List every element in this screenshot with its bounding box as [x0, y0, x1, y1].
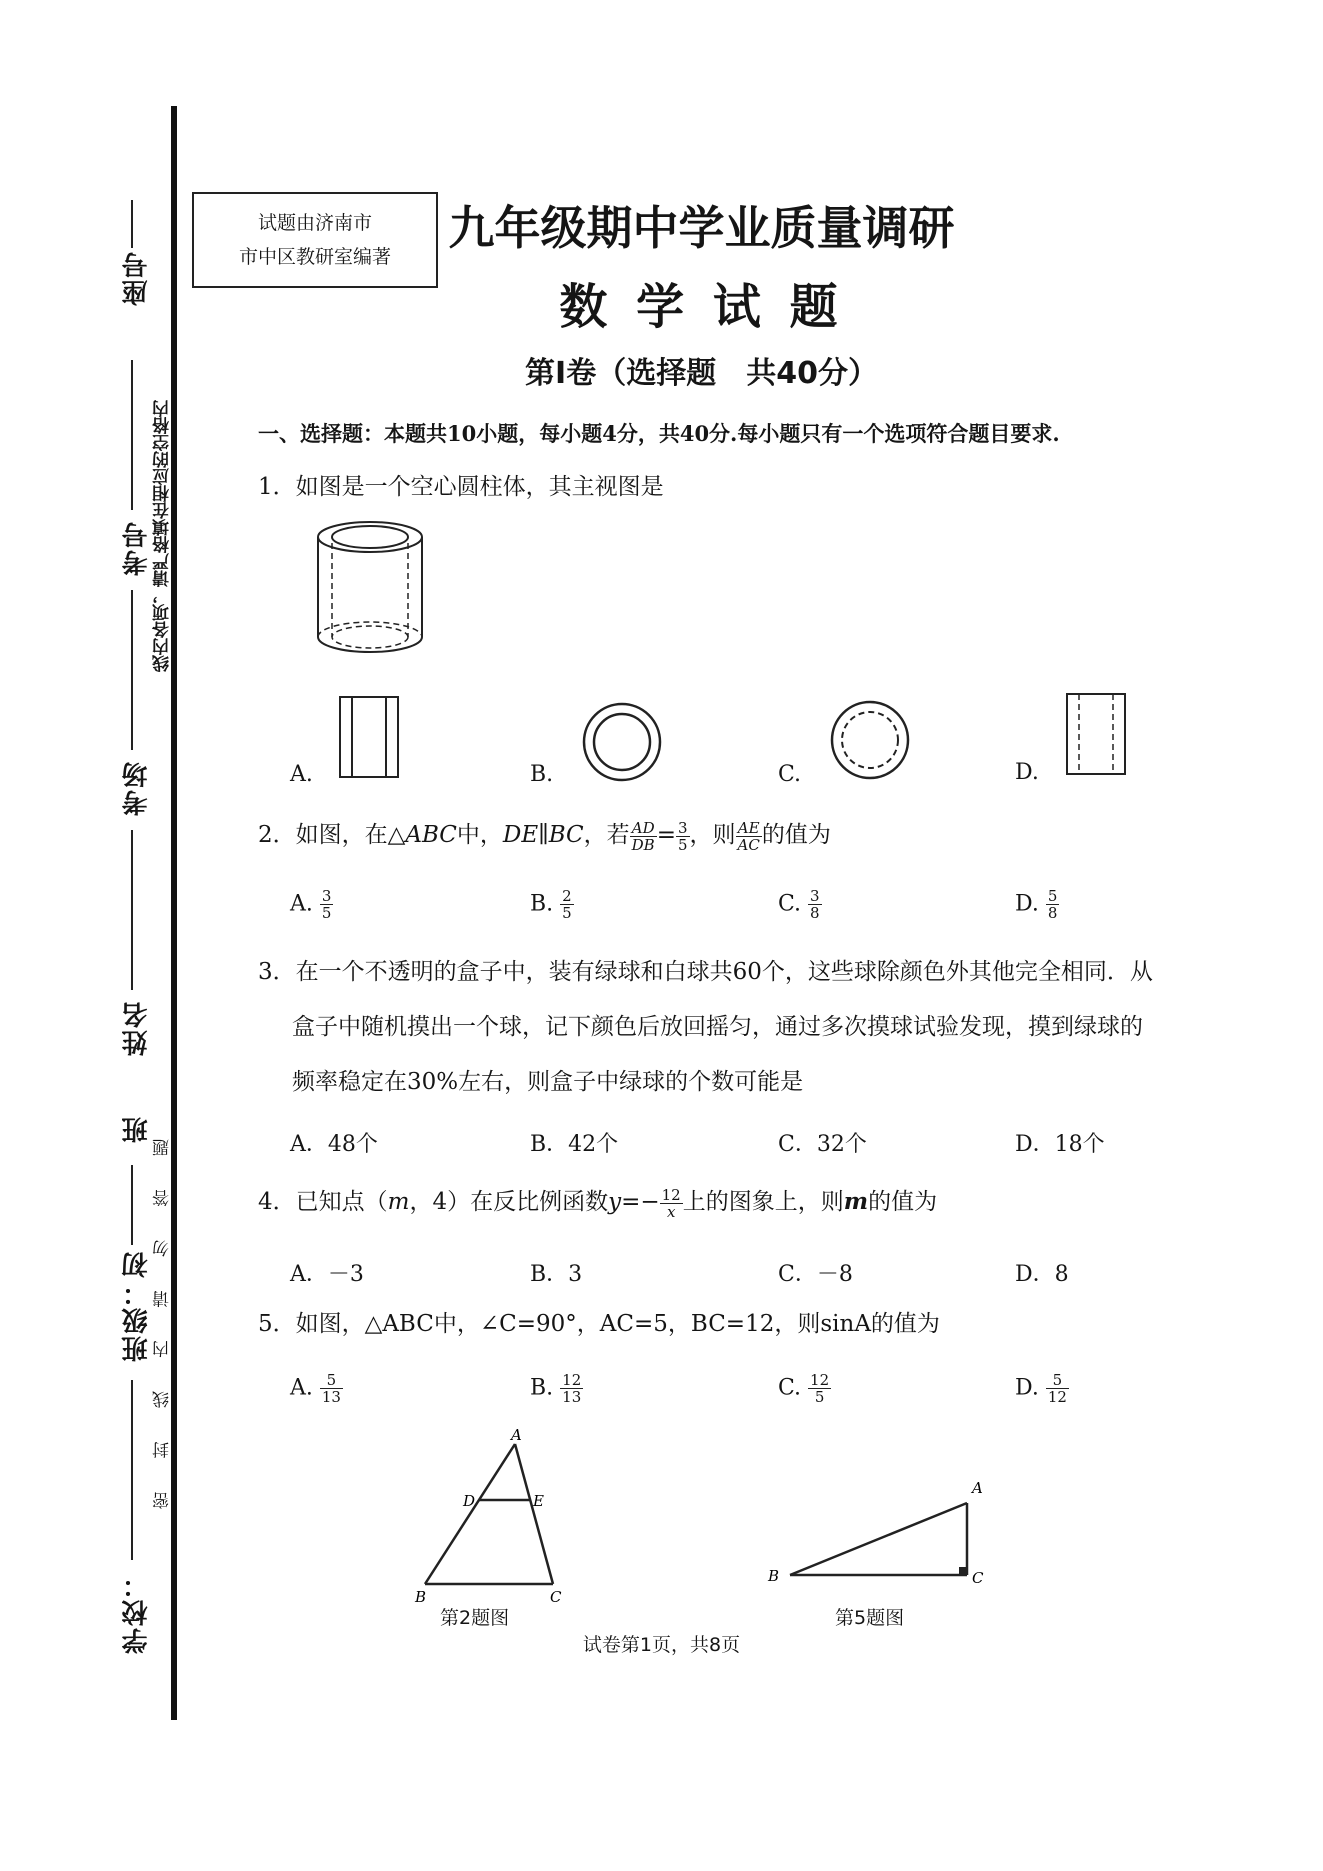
q2-suffix: 的值为 — [761, 822, 831, 848]
seal-text: 密 封 线 内 请 勿 答 题 — [153, 1125, 173, 1509]
q4-option-a[interactable]: A．－3 — [290, 1262, 364, 1287]
q4-suffix: 上的图象上，则 — [682, 1189, 844, 1215]
school-field[interactable] — [131, 1380, 133, 1560]
q1-stem: 1．如图是一个空心圆柱体，其主视图是 — [258, 474, 664, 500]
q1-option-c[interactable]: C. — [778, 762, 802, 787]
q5-c-den: 5 — [814, 1388, 825, 1406]
q3-option-d[interactable]: D．18个 — [1015, 1132, 1105, 1157]
notice-text: 线内各项，请严格填在相应的空格内 — [153, 400, 173, 672]
seat-label: 座号 — [122, 250, 152, 306]
q2-figure-caption: 第2题图 — [440, 1607, 510, 1629]
q2-value — [676, 820, 690, 853]
q4-y: y — [608, 1189, 622, 1215]
q2-a-den: 5 — [321, 904, 332, 922]
q1-option-d[interactable]: D. — [1015, 760, 1039, 785]
q5-figure — [760, 1475, 1000, 1595]
q2-fig-label-b: B — [415, 1588, 427, 1606]
q2-ask — [736, 820, 762, 853]
q1-option-d-figure — [1065, 692, 1127, 778]
subject-title: 数 学 试 题 — [559, 279, 844, 335]
q2-fig-label-d: D — [463, 1492, 476, 1510]
q2-debc: DE∥BC — [502, 822, 584, 848]
q4-eq: =− — [621, 1189, 660, 1215]
name-label: 姓名 — [122, 1000, 152, 1056]
q1-option-a[interactable]: A. — [290, 762, 313, 787]
q2-eq: = — [656, 822, 676, 848]
q2-stem — [258, 818, 831, 853]
q5-stem: 5．如图，△ABC中，∠C=90°，AC=5，BC=12，则sinA的值为 — [258, 1311, 940, 1337]
q3-option-b[interactable]: B．42个 — [530, 1132, 619, 1157]
q5-fig-label-b: B — [768, 1567, 780, 1585]
q2-figure — [405, 1428, 585, 1608]
q2-value-num: 3 — [678, 818, 688, 837]
q3-line2: 盒子中随机摸出一个球，记下颜色后放回摇匀，通过多次摸球试验发现，摸到绿球的 — [292, 1014, 1143, 1040]
name-field[interactable] — [131, 830, 133, 990]
q4-stem — [258, 1185, 937, 1220]
q2-ask-den: AC — [737, 835, 760, 854]
q2-option-c[interactable] — [778, 888, 822, 921]
q2-ratio-num: AD — [630, 820, 657, 837]
q2-option-d[interactable] — [1015, 888, 1059, 921]
page-footer: 试卷第1页，共8页 — [582, 1634, 741, 1656]
q5-option-c[interactable] — [778, 1372, 831, 1405]
q2-mid1: 中， — [456, 822, 503, 848]
q2-fig-label-a: A — [511, 1428, 522, 1444]
q2-a-num: 3 — [321, 887, 332, 905]
q5-option-b[interactable] — [530, 1372, 583, 1405]
class-field[interactable] — [131, 1165, 133, 1245]
room-field[interactable] — [131, 590, 133, 750]
q2-mid3: ，则 — [689, 822, 736, 848]
q2-option-b[interactable] — [530, 888, 574, 921]
q2-c-num: 3 — [810, 887, 820, 905]
q4-fnum: 12 — [661, 1185, 681, 1204]
q4-option-b[interactable]: B．3 — [530, 1262, 583, 1287]
page-title: 九年级期中学业质量调研 — [448, 201, 955, 255]
source-line1: 试题由济南市 — [257, 212, 372, 234]
q2-ratio — [630, 820, 657, 853]
grade-label: 班级：初 — [122, 1250, 152, 1362]
q4-m: m — [387, 1189, 410, 1215]
q2-a-label: A. — [290, 891, 313, 917]
q5-d-num: 5 — [1046, 1372, 1069, 1389]
q5-b-num: 12 — [562, 1371, 582, 1389]
q5-d-label: D. — [1015, 1375, 1039, 1401]
school-label: 学校： — [122, 1570, 152, 1654]
q2-c-label: C. — [778, 891, 802, 917]
q2-b-num: 2 — [562, 887, 572, 905]
q5-a-num: 5 — [320, 1372, 343, 1389]
q5-fig-label-c: C — [972, 1569, 984, 1587]
q2-abc: ABC — [405, 822, 457, 848]
section-title: 第Ⅰ卷（选择题 共40分） — [525, 356, 878, 391]
exam-no-label: 考号 — [122, 520, 152, 576]
source-line2: 市中区教研室编著 — [238, 246, 391, 268]
q5-option-d[interactable] — [1015, 1372, 1069, 1405]
q5-fig-label-a: A — [972, 1479, 983, 1497]
cylinder-figure — [310, 515, 430, 665]
q2-prefix: 2．如图，在△ — [258, 822, 406, 848]
q2-ratio-den: DB — [631, 835, 655, 854]
q4-suffix2: 的值为 — [868, 1189, 938, 1215]
q2-option-a[interactable] — [290, 888, 333, 921]
q2-mid2: ，若 — [583, 822, 630, 848]
q5-b-den: 13 — [562, 1388, 582, 1406]
q5-a-label: A. — [290, 1375, 313, 1401]
q4-m2: m — [843, 1188, 869, 1215]
q2-d-label: D. — [1015, 891, 1039, 917]
q4-option-d[interactable]: D．8 — [1015, 1262, 1069, 1287]
q4-mid: ，4）在反比例函数 — [409, 1189, 609, 1215]
q5-a-den: 13 — [321, 1388, 341, 1406]
q3-line1: 3．在一个不透明的盒子中，装有绿球和白球共60个，这些球除颜色外其他完全相同．从 — [258, 959, 1153, 985]
q2-d-den: 8 — [1047, 904, 1058, 922]
q1-option-a-figure — [338, 695, 400, 781]
q2-ask-num: AE — [736, 820, 762, 837]
q3-option-a[interactable]: A．48个 — [290, 1132, 378, 1157]
q2-d-num: 5 — [1047, 887, 1058, 905]
q5-c-num: 12 — [810, 1371, 830, 1389]
q2-fig-label-e: E — [533, 1492, 544, 1510]
q2-b-den: 5 — [562, 904, 572, 922]
q2-value-den: 5 — [678, 835, 688, 854]
q3-line3: 频率稳定在30%左右，则盒子中绿球的个数可能是 — [292, 1069, 804, 1095]
q1-option-b[interactable]: B. — [530, 762, 554, 787]
q2-c-den: 8 — [810, 904, 820, 922]
q5-b-label: B. — [530, 1375, 554, 1401]
q3-option-c[interactable]: C．32个 — [778, 1132, 867, 1157]
q4-prefix: 4．已知点（ — [258, 1189, 388, 1215]
q5-d-den: 12 — [1047, 1388, 1067, 1406]
q4-fden: x — [666, 1202, 676, 1221]
q4-fraction — [660, 1187, 683, 1220]
q4-option-c[interactable]: C．－8 — [778, 1262, 853, 1287]
q5-option-a[interactable] — [290, 1372, 343, 1405]
q1-option-c-figure — [828, 698, 912, 782]
room-label: 考场 — [122, 760, 152, 816]
q2-fig-label-c: C — [550, 1588, 562, 1606]
q1-option-b-figure — [580, 700, 664, 784]
q5-c-label: C. — [778, 1375, 802, 1401]
instructions: 一、选择题：本题共10小题，每小题4分，共40分.每小题只有一个选项符合题目要求. — [258, 421, 1060, 446]
q2-b-label: B. — [530, 891, 554, 917]
class-label: 班 — [122, 1115, 152, 1143]
q5-figure-caption: 第5题图 — [835, 1607, 905, 1629]
